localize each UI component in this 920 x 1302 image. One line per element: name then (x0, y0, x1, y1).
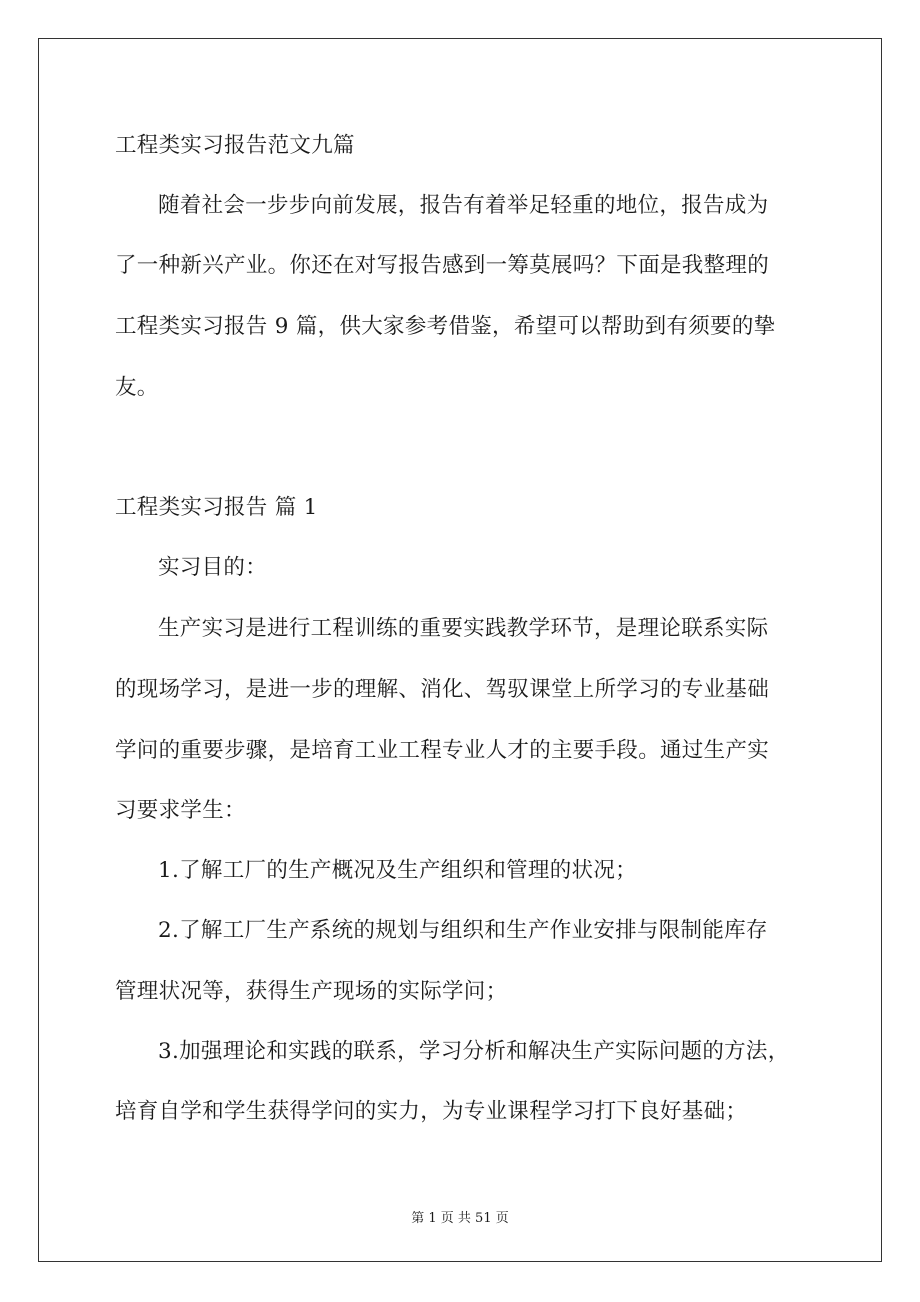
body-line: 学问的重要步骤，是培育工业工程专业人才的主要手段。通过生产实 (115, 738, 770, 763)
intro-line: 友。 (115, 375, 159, 400)
body-line: 习要求学生： (115, 798, 246, 823)
body-line: 生产实习是进行工程训练的重要实践教学环节，是理论联系实际 (158, 616, 769, 641)
section-heading: 工程类实习报告 篇 1 (115, 495, 318, 520)
list-item: 3.加强理论和实践的联系，学习分析和解决生产实际问题的方法， (158, 1039, 790, 1064)
intro-line: 工程类实习报告 9 篇，供大家参考借鉴，希望可以帮助到有须要的挚 (115, 314, 776, 339)
list-item-continuation: 管理状况等，获得生产现场的实际学问； (115, 979, 508, 1004)
list-item-continuation: 培育自学和学生获得学问的实力，为专业课程学习打下良好基础； (115, 1099, 748, 1124)
list-item: 2.了解工厂生产系统的规划与组织和生产作业安排与限制能库存 (158, 918, 768, 943)
intro-line: 了一种新兴产业。你还在对写报告感到一筹莫展吗？下面是我整理的 (115, 253, 770, 278)
body-line: 的现场学习，是进一步的理解、消化、驾驭课堂上所学习的专业基础 (115, 677, 770, 702)
document-title: 工程类实习报告范文九篇 (115, 133, 355, 158)
purpose-label: 实习目的： (158, 555, 268, 580)
list-item: 1.了解工厂的生产概况及生产组织和管理的状况； (158, 858, 637, 883)
intro-line: 随着社会一步步向前发展，报告有着举足轻重的地位，报告成为 (158, 193, 769, 218)
page-frame (38, 38, 882, 1262)
page-number-footer: 第 1 页 共 51 页 (411, 1211, 509, 1226)
